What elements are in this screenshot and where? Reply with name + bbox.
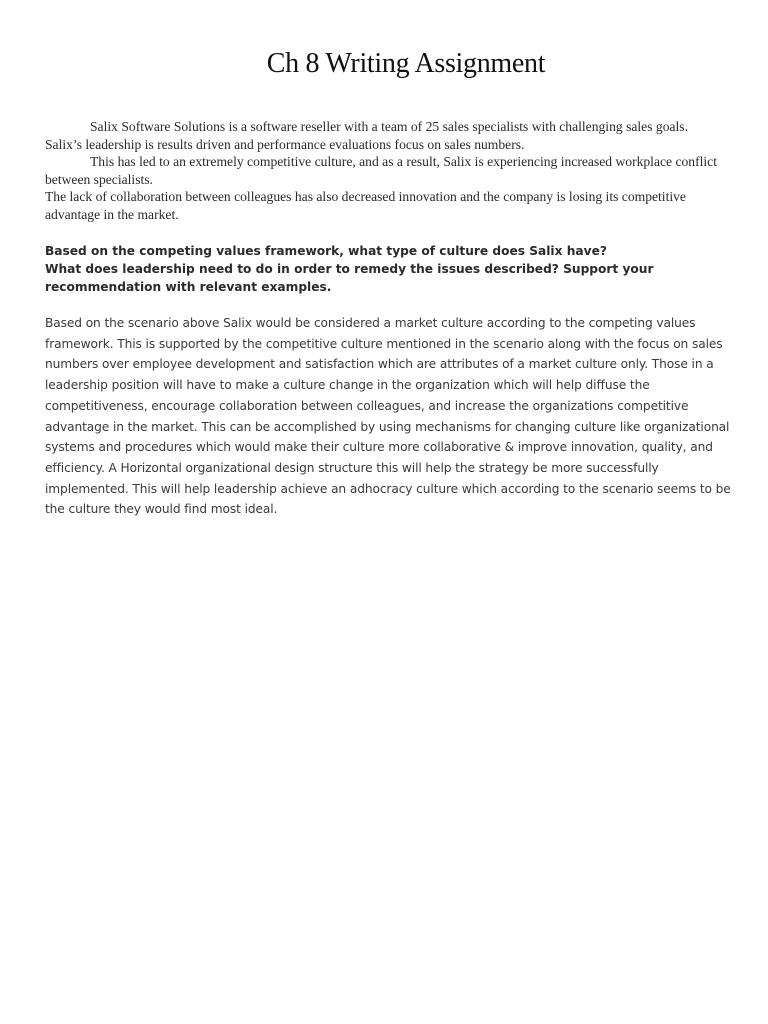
- questions-section: [45, 242, 735, 296]
- scenario-paragraph-2: This has led to an extremely competitive culture, and as a result, Salix is experiencing increased workplace conflict between specialists.: [45, 154, 717, 187]
- document-title: Ch 8 Writing Assignment: [266, 48, 546, 79]
- scenario-paragraph-3: The lack of collaboration between colleagues has also decreased innovation and the company is losing its competitive advantage in the market.: [45, 189, 686, 222]
- question-1: Based on the competing values framework, what type of culture does Salix have?: [45, 244, 607, 258]
- scenario-section: [45, 118, 725, 223]
- question-2: What does leadership need to do in order to remedy the issues described? Support your recommendation with relevant examples.: [45, 262, 654, 294]
- answer-paragraph: Based on the scenario above Salix would be considered a market culture according to the competing values framework. This is supported by the competitive culture mentioned in the scenario along with the focus on sales numbers over employee development and satisfaction which are attributes of a market culture only. Those in a leadership position will have to make a culture change in the organization which will help diffuse the competitiveness, encourage collaboration between colleagues, and increase the organizations competitive advantage in the market. This can be accomplished by using mechanisms for changing culture like organizational systems and procedures which would make their culture more collaborative & improve innovation, quality, and efficiency. A Horizontal organizational design structure this will help the strategy be more successfully implemented. This will help leadership achieve an adhocracy culture which according to the scenario seems to be the culture they would find most ideal.: [45, 316, 731, 517]
- scenario-paragraph-1: Salix Software Solutions is a software reseller with a team of 25 sales specialists with challenging sales goals. Salix’s leadership is results driven and performance evaluations focus on sales numbers.: [45, 119, 688, 152]
